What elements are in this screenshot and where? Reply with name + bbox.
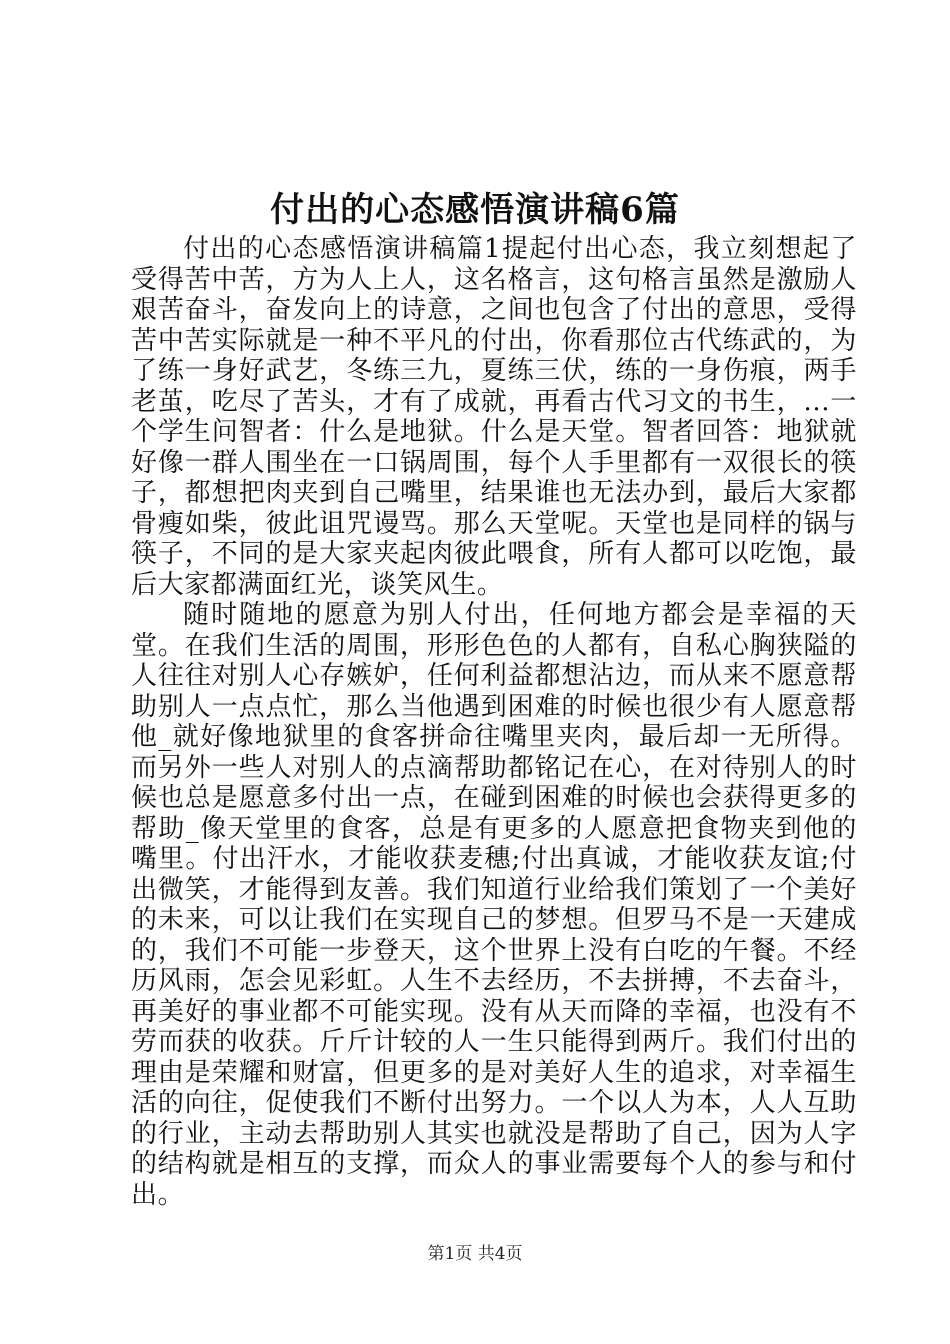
paragraph: 随时随地的愿意为别人付出，任何地方都会是幸福的天堂。在我们生活的周围，形形色色的人都有，自私心胸狭隘的人往往对别人心存嫉妒，任何利益都想沾边，而从来不愿意帮助别人一点点忙，那么当他遇到困难的时候也很少有人愿意帮他_就好像地狱里的食客拼命往嘴里夹肉，最后却一无所得。而另外一些人对别人的点滴帮助都铭记在心，在对待别人的时候也总是愿意多付出一点，在碰到困难的时候也会获得更多的帮助_像天堂里的食客，总是有更多的人愿意把食物夹到他的嘴里。付出汗水，才能收获麦穗;付出真诚，才能收获友谊;付出微笑，才能得到友善。我们知道行业给我们策划了一个美好的未来，可以让我们在实现自己的梦想。但罗马不是一天建成的，我们不可能一步登天，这个世界上没有白吃的午餐。不经历风雨，怎会见彩虹。人生不去经历，不去拼搏，不去奋斗，再美好的事业都不可能实现。没有从天而降的幸福，也没有不劳而获的收获。斤斤计较的人一生只能得到两斤。我们付出的理由是荣耀和财富，但更多的是对美好人生的追求，对幸福生活的向往，促使我们不断付出努力。一个以人为本，人人互助的行业，主动去帮助别人其实也就没是帮助了自己，因为人字的结构就是相互的支撑，而众人的事业需要每个人的参与和付出。: [131, 600, 857, 1210]
document-body: [131, 234, 857, 1210]
paragraph: 付出的心态感悟演讲稿篇1提起付出心态，我立刻想起了受得苦中苦，方为人上人，这名格言，这句格言虽然是激励人艰苦奋斗，奋发向上的诗意，之间也包含了付出的意思，受得苦中苦实际就是一种不平凡的付出，你看那位古代练武的，为了练一身好武艺，冬练三九，夏练三伏，练的一身伤痕，两手老茧，吃尽了苦头，才有了成就，再看古代习文的书生，...一个学生问智者：什么是地狱。什么是天堂。智者回答：地狱就好像一群人围坐在一口锅周围，每个人手里都有一双很长的筷子，都想把肉夹到自己嘴里，结果谁也无法办到，最后大家都骨瘦如柴，彼此诅咒谩骂。那么天堂呢。天堂也是同样的锅与筷子，不同的是大家夹起肉彼此喂食，所有人都可以吃饱，最后大家都满面红光，谈笑风生。: [131, 234, 857, 600]
document-title: 付出的心态感悟演讲稿6篇: [270, 190, 680, 230]
page-footer: 第1页 共4页: [427, 1244, 523, 1264]
